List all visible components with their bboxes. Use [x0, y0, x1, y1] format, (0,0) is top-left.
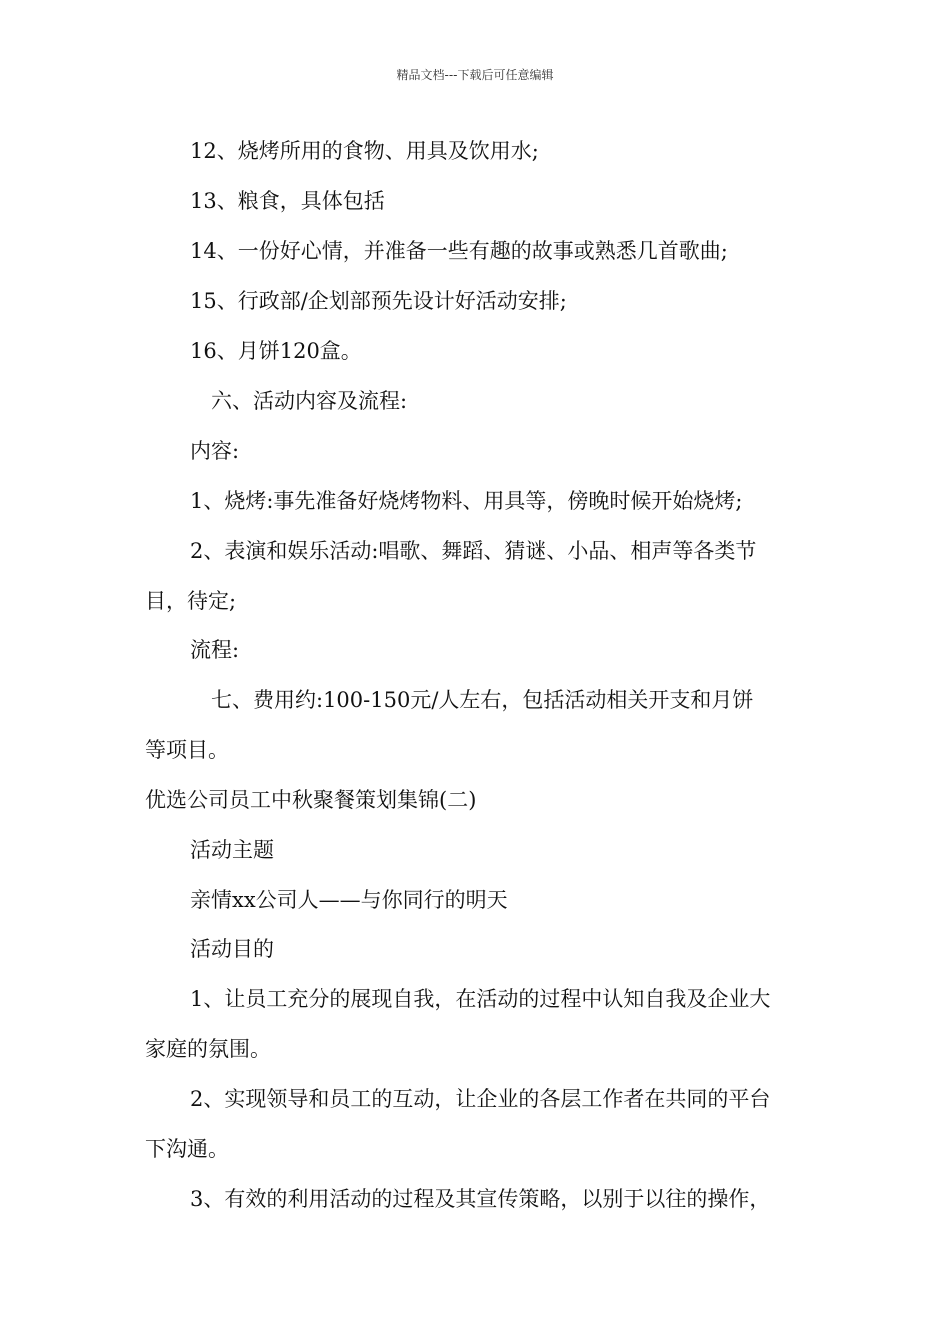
text-line: 14、一份好心情，并准备一些有趣的故事或熟悉几首歌曲; — [190, 239, 728, 263]
text-line: 内容: — [190, 439, 240, 463]
text-line: 下沟通。 — [145, 1137, 229, 1161]
text-line: 1、烧烤:事先准备好烧烤物料、用具等，傍晚时候开始烧烤; — [190, 489, 743, 513]
section-heading: 六、活动内容及流程: — [211, 389, 408, 413]
section-heading: 活动主题 — [190, 838, 274, 862]
text-line: 3、有效的利用活动的过程及其宣传策略，以别于以往的操作， — [190, 1187, 771, 1211]
text-line: 2、表演和娱乐活动:唱歌、舞蹈、猜谜、小品、相声等各类节 — [190, 539, 757, 563]
page-header: 精品文档---下载后可任意编辑 — [396, 68, 554, 82]
text-line: 2、实现领导和员工的互动，让企业的各层工作者在共同的平台 — [190, 1087, 771, 1111]
text-line: 1、让员工充分的展现自我，在活动的过程中认知自我及企业大 — [190, 987, 771, 1011]
text-line: 13、粮食，具体包括 — [190, 189, 385, 213]
document-title: 优选公司员工中秋聚餐策划集锦(二) — [145, 788, 477, 812]
section-heading: 七、费用约:100-150元/人左右，包括活动相关开支和月饼 — [211, 688, 754, 712]
text-line: 家庭的氛围。 — [145, 1037, 271, 1061]
text-line: 亲情xx公司人——与你同行的明天 — [190, 888, 508, 912]
text-line: 流程: — [190, 638, 240, 662]
text-line: 12、烧烤所用的食物、用具及饮用水; — [190, 139, 539, 163]
text-line: 目，待定; — [145, 589, 237, 613]
text-line: 16、月饼120盒。 — [190, 339, 362, 363]
text-line: 等项目。 — [145, 738, 229, 762]
text-line: 15、行政部/企划部预先设计好活动安排; — [190, 289, 567, 313]
section-heading: 活动目的 — [190, 937, 274, 961]
